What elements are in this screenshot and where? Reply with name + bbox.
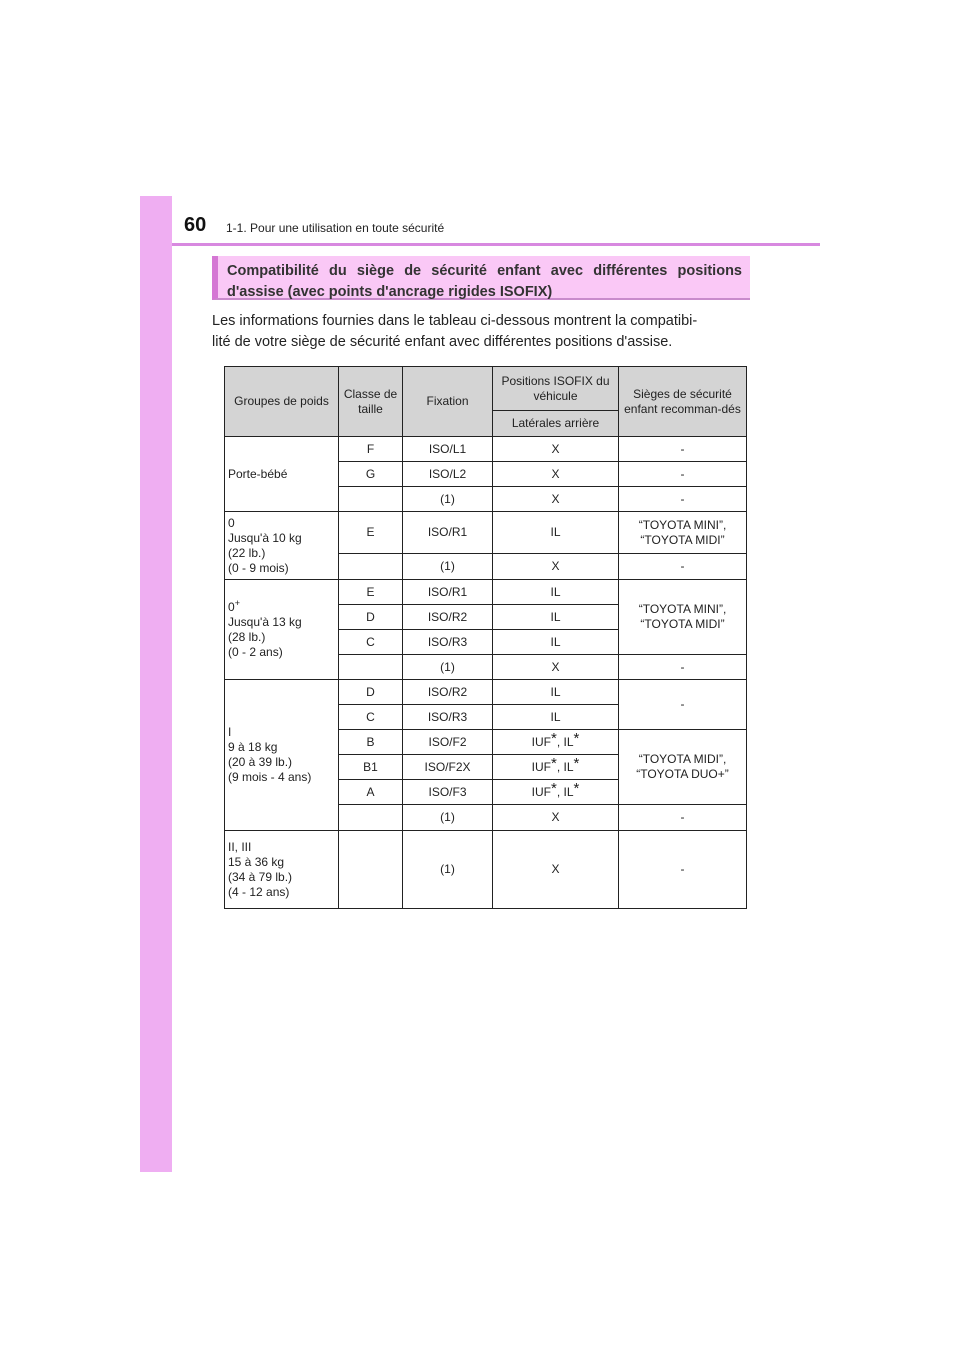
group-label: 0 bbox=[228, 515, 235, 530]
seat-name: “TOYOTA MINI”, bbox=[638, 517, 727, 532]
cell-fixation: ISO/R1 bbox=[403, 580, 493, 605]
compatibility-table bbox=[224, 366, 747, 909]
cell-position: IL bbox=[493, 680, 619, 705]
group-age: (9 mois - 4 ans) bbox=[228, 770, 312, 784]
group-label-sup: + bbox=[234, 597, 240, 608]
cell-fixation: (1) bbox=[403, 487, 493, 512]
cell-class: B bbox=[339, 730, 403, 755]
seat-name: “TOYOTA MIDI” bbox=[640, 532, 725, 547]
intro-paragraph bbox=[212, 311, 746, 353]
group-0 bbox=[225, 512, 339, 580]
seat-name: “TOYOTA MIDI” bbox=[640, 617, 725, 631]
header-classe: Classe de taille bbox=[339, 367, 403, 437]
cell-seat: - bbox=[619, 462, 747, 487]
position-iuf: IUF bbox=[531, 784, 551, 799]
group-weight: 9 à 18 kg bbox=[228, 740, 278, 754]
group-weight-lb: (28 lb.) bbox=[228, 629, 266, 644]
cell-class: D bbox=[339, 680, 403, 705]
cell-fixation: (1) bbox=[403, 655, 493, 680]
cell-class: A bbox=[339, 780, 403, 805]
footnote-star: * bbox=[550, 729, 557, 747]
group-weight: Jusqu'à 13 kg bbox=[228, 614, 302, 629]
footnote-star: * bbox=[573, 754, 580, 772]
header-fixation: Fixation bbox=[403, 367, 493, 437]
cell-seat bbox=[619, 730, 747, 805]
seat-name: “TOYOTA MIDI”, bbox=[638, 752, 727, 766]
footnote-star: * bbox=[573, 729, 580, 747]
cell-fixation: (1) bbox=[403, 831, 493, 909]
cell-position: X bbox=[493, 831, 619, 909]
group-II-III bbox=[225, 831, 339, 909]
cell-class bbox=[339, 554, 403, 580]
group-weight: Jusqu'à 10 kg bbox=[228, 530, 302, 545]
section-title: 1-1. Pour une utilisation en toute sécurité bbox=[226, 221, 445, 235]
cell-position: IL bbox=[493, 605, 619, 630]
cell-position: IL bbox=[493, 630, 619, 655]
cell-position: X bbox=[493, 655, 619, 680]
cell-seat: - bbox=[619, 487, 747, 512]
cell-fixation: ISO/F2 bbox=[403, 730, 493, 755]
cell-position: IL bbox=[493, 512, 619, 554]
cell-position bbox=[493, 780, 619, 805]
group-porte-bebe: Porte-bébé bbox=[225, 437, 339, 512]
group-age: (0 - 9 mois) bbox=[228, 560, 289, 575]
group-age: (4 - 12 ans) bbox=[228, 884, 290, 899]
seat-name: “TOYOTA MINI”, bbox=[638, 602, 727, 616]
cell-class: C bbox=[339, 705, 403, 730]
cell-position bbox=[493, 730, 619, 755]
cell-fixation: ISO/R1 bbox=[403, 512, 493, 554]
cell-position: X bbox=[493, 554, 619, 580]
cell-fixation: ISO/F2X bbox=[403, 755, 493, 780]
cell-class bbox=[339, 831, 403, 909]
page-number: 60 bbox=[184, 214, 207, 236]
cell-fixation: ISO/R3 bbox=[403, 630, 493, 655]
sidebar-tab bbox=[140, 196, 172, 1172]
group-0-plus bbox=[225, 580, 339, 680]
cell-seat: - bbox=[619, 680, 747, 730]
cell-class: E bbox=[339, 512, 403, 554]
intro-line: Les informations fournies dans le tableau ci-dessous montrent la compatibi- bbox=[212, 313, 698, 329]
header-laterales: Latérales arrière bbox=[493, 411, 619, 437]
cell-position: X bbox=[493, 437, 619, 462]
seat-name: “TOYOTA DUO+” bbox=[636, 767, 729, 781]
cell-class: F bbox=[339, 437, 403, 462]
cell-position: IL bbox=[493, 580, 619, 605]
cell-position: X bbox=[493, 805, 619, 831]
cell-fixation: (1) bbox=[403, 554, 493, 580]
cell-seat: - bbox=[619, 655, 747, 680]
group-weight: 15 à 36 kg bbox=[228, 854, 285, 869]
cell-position: IL bbox=[493, 705, 619, 730]
cell-fixation: ISO/F3 bbox=[403, 780, 493, 805]
position-iuf: IUF bbox=[531, 759, 551, 774]
cell-class bbox=[339, 655, 403, 680]
cell-position: X bbox=[493, 462, 619, 487]
cell-position bbox=[493, 755, 619, 780]
cell-fixation: ISO/R2 bbox=[403, 605, 493, 630]
cell-class: B1 bbox=[339, 755, 403, 780]
group-weight-lb: (20 à 39 lb.) bbox=[228, 755, 293, 769]
cell-class bbox=[339, 805, 403, 831]
footnote-star: * bbox=[550, 779, 557, 797]
cell-fixation: (1) bbox=[403, 805, 493, 831]
cell-fixation: ISO/L1 bbox=[403, 437, 493, 462]
position-il: , IL bbox=[556, 759, 574, 774]
cell-seat: - bbox=[619, 554, 747, 580]
cell-seat: - bbox=[619, 805, 747, 831]
section-heading: Compatibilité du siège de sécurité enfant avec différentes positions d'assise (avec points d'ancrage rigides ISOFIX) bbox=[212, 256, 750, 300]
header-positions: Positions ISOFIX du véhicule bbox=[493, 367, 619, 411]
cell-position: X bbox=[493, 487, 619, 512]
position-il: , IL bbox=[556, 784, 574, 799]
cell-class bbox=[339, 487, 403, 512]
cell-class: G bbox=[339, 462, 403, 487]
footnote-star: * bbox=[573, 779, 580, 797]
group-weight-lb: (34 à 79 lb.) bbox=[228, 869, 293, 884]
group-label: II, III bbox=[228, 839, 252, 854]
cell-fixation: ISO/R3 bbox=[403, 705, 493, 730]
position-il: , IL bbox=[556, 734, 574, 749]
intro-line: lité de votre siège de sécurité enfant avec différentes positions d'assise. bbox=[212, 334, 673, 350]
cell-seat bbox=[619, 512, 747, 554]
header-sieges: Sièges de sécurité enfant recomman-dés bbox=[619, 367, 747, 437]
group-weight-lb: (22 lb.) bbox=[228, 545, 266, 560]
footnote-star: * bbox=[550, 754, 557, 772]
cell-fixation: ISO/R2 bbox=[403, 680, 493, 705]
group-label: 0 bbox=[228, 599, 235, 614]
group-label: I bbox=[228, 725, 232, 739]
cell-seat bbox=[619, 580, 747, 655]
cell-seat: - bbox=[619, 437, 747, 462]
position-iuf: IUF bbox=[531, 734, 551, 749]
cell-class: D bbox=[339, 605, 403, 630]
header-rule bbox=[172, 243, 820, 246]
cell-fixation: ISO/L2 bbox=[403, 462, 493, 487]
header-groupes: Groupes de poids bbox=[225, 367, 339, 437]
cell-seat: - bbox=[619, 831, 747, 909]
cell-class: C bbox=[339, 630, 403, 655]
group-age: (0 - 2 ans) bbox=[228, 644, 283, 659]
group-I bbox=[225, 680, 339, 831]
cell-class: E bbox=[339, 580, 403, 605]
